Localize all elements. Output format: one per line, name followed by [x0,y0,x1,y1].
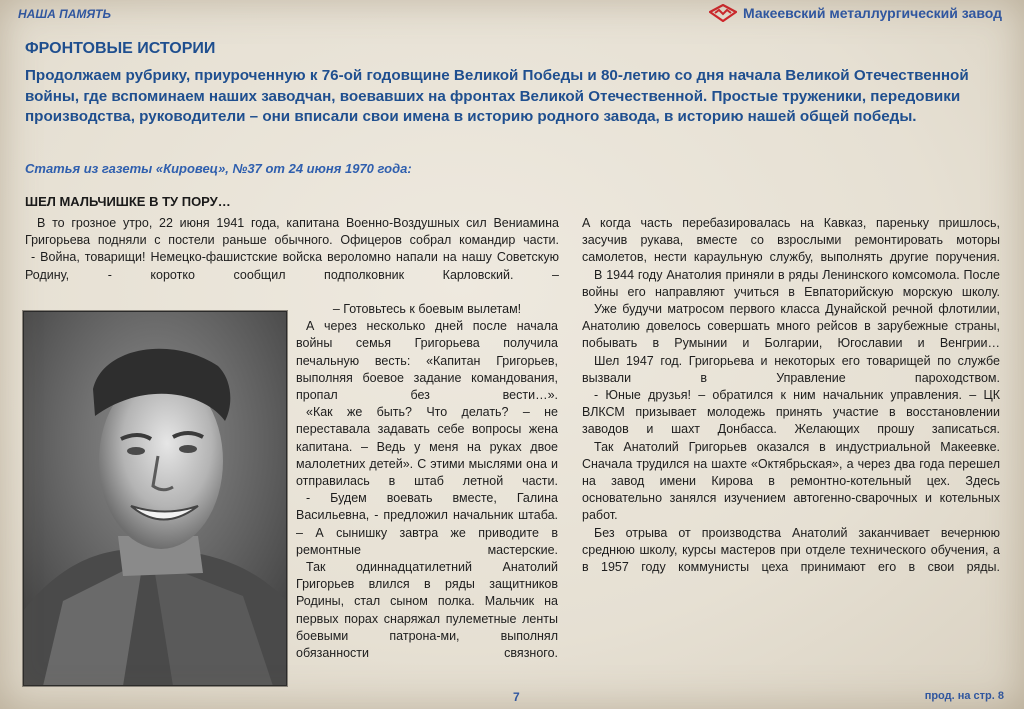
paragraph: А через несколько дней после начала войны семья Григорьева получила печальную весть: «Капитан Григорьев, выполняя боевое задание командования, пропал без вести…». [296,319,558,403]
paragraph: Так Анатолий Григорьев оказался в индустриальной Макеевке. Сначала трудился на шахте «Октябрьская», а через два года перешел на завод имени Кирова в ремонтно-котельный цех. Здесь основательно занялся изучением автогенно-сварочных и котельных работ. [582,439,1000,523]
paragraph: Шел 1947 год. Григорьева и некоторых его товарищей по службе вызвали в Управление пароходством. [582,353,1000,385]
rubric-title: ФРОНТОВЫЕ ИСТОРИИ [25,40,216,57]
paragraph: - Юные друзья! – обратился к ним начальник управления. – ЦК ВЛКСМ призывает молодежь принять участие в восстановлении заводов и шахт Донбасса. Желающих прошу записаться. [582,388,1000,437]
page-number: 7 [513,690,520,704]
article-column-middle [296,301,558,662]
paragraph: – Готовьтесь к боевым вылетам! [332,302,522,316]
paragraph: Уже будучи матросом первого класса Дунайской речной флотилии, Анатолию довелось совершать много рейсов в зарубежные страны, побывать в Румынии и Болгарии, Югославии и Венгрии… [582,302,1000,351]
paragraph: В 1944 году Анатолия приняли в ряды Ленинского комсомола. После войны его направляют учиться в Евпаторийскую морскую школу. [582,267,1000,299]
intro-paragraph: Продолжаем рубрику, приуроченную к 76-ой годовщине Великой Победы и 80-летию со дня начала Великой Отечественной войны, где вспоминаем наших заводчан, воевавших на фронтах Великой Отечественной. Простые труженики, передовики производства, руководители – они вписали свои имена в историю родного завода, в историю нашей общей победы. [25,67,969,125]
paragraph: Так одиннадцатилетний Анатолий Григорьев влился в ряды защитников Родины, стал сыном полка. Мальчик на первых порах снаряжал пулеметные ленты боевыми патрона-ми, выполнял обязанности связного. [296,560,558,661]
paragraph: - Война, товарищи! Немецко-фашистские войска вероломно напали на нашу Советскую Родину, - коротко сообщил подполковник Карловский. – [25,250,559,282]
company-header [709,4,1002,22]
paragraph: Без отрыва от производства Анатолий заканчивает вечернюю среднюю школу, курсы мастеров при отделе технического обучения, а в 1957 году коммунисты цеха принимают его в свои ряды. [582,525,1000,575]
article-column-left-top [25,215,559,284]
portrait-photo [22,310,288,687]
article-title: ШЕЛ МАЛЬЧИШКЕ В ТУ ПОРУ… [25,194,231,209]
article-source: Статья из газеты «Кировец», №37 от 24 июня 1970 года: [25,161,412,176]
continued-note: прод. на стр. 8 [924,690,1004,702]
paragraph: В то грозное утро, 22 июня 1941 года, капитана Военно-Воздушных сил Вениамина Григорьева подняли с постели раньше обычного. Офицеров собрал командир части. [25,216,559,248]
portrait-photo-image [23,311,287,686]
company-name: Макеевский металлургический завод [742,5,1002,21]
paragraph: «Как же быть? Что делать? – не переставала задавать себе вопросы жена капитана. – Ведь у меня на руках двое малолетних детей». С этими мыслями она и отправилась в штаб летной части. [296,405,558,489]
factory-logo-icon [709,4,737,22]
paragraph: - Будем воевать вместе, Галина Васильевна, - предложил начальник штаба. – А сынишку завтра же приводите в ремонтные мастерские. [296,491,558,557]
paragraph: А когда часть перебазировалась на Кавказ, пареньку пришлось, засучив рукава, вместе со взрослыми ремонтировать моторы самолетов, нести караульную службу, выполнять другие поручения. [582,216,1000,265]
article-column-right [582,215,1000,576]
section-label: НАША ПАМЯТЬ [18,7,111,21]
